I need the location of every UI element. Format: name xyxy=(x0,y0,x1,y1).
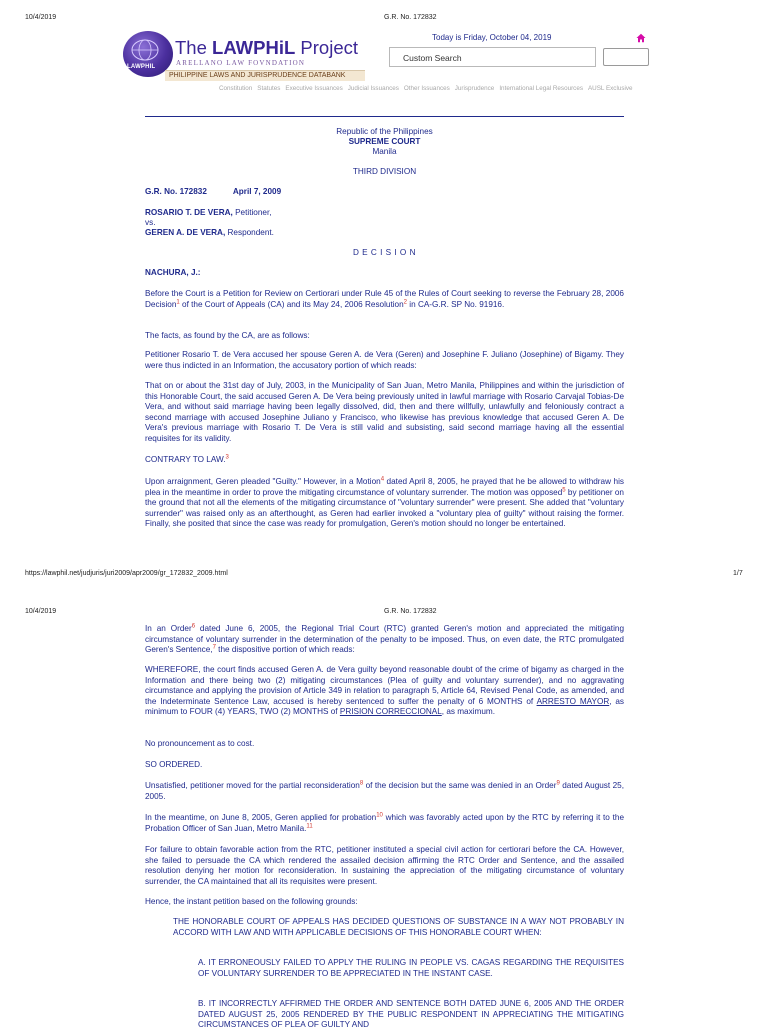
main-nav xyxy=(219,85,633,92)
footnote-link-8[interactable]: 8 xyxy=(359,780,364,787)
sentence-quote xyxy=(145,665,624,718)
footnote-link-4[interactable]: 4 xyxy=(380,476,385,483)
paragraph-13: For failure to obtain favorable action from the RTC, petitioner instituted a special civil action for certiorari before the CA. However, she failed to persuade the CA which rendered the assailed decision affirming the RTC Order and Sentence, and the assailed resolution denying her motion for reconsideration. In sustaining the appreciation of the mitigating circumstance of voluntary surrender, the CA maintained that all its requisites were present. xyxy=(145,845,624,886)
ground-a: A. IT ERRONEOUSLY FAILED TO APPLY THE RULING IN PEOPLE VS. CAGAS REGARDING THE REQUISITES OF VOLUNTARY SURRENDER TO BE APPRECIATED IN THE INSTANT CASE. xyxy=(198,958,624,978)
paragraph-1 xyxy=(145,289,624,310)
p11-text-c: dated August 25, 2005. xyxy=(145,781,624,801)
brand-suffix: Project xyxy=(295,37,358,58)
p8-text-b: , as minimum to FOUR (4) YEARS, TWO (2) MONTHS of xyxy=(145,696,625,716)
footnote-link-11[interactable]: 11 xyxy=(306,822,313,829)
footnote-link-3[interactable]: 3 xyxy=(225,454,229,461)
p11-text-a: Unsatisfied, petitioner moved for the partial reconsideration xyxy=(145,781,360,790)
p12-text-b: which was favorably acted upon by the RTC by referring it to the Probation Officer of San Juan, Metro Manila. xyxy=(145,813,624,833)
respondent-name: GEREN A. DE VERA, xyxy=(145,228,226,237)
search-input[interactable]: Custom Search xyxy=(389,47,596,67)
home-icon[interactable] xyxy=(636,33,646,43)
nav-jurisprudence[interactable]: Jurisprudence xyxy=(454,85,495,92)
search-button[interactable] xyxy=(603,48,649,66)
footnote-link-7[interactable]: 7 xyxy=(212,644,216,651)
paragraph-11 xyxy=(145,781,624,802)
header-divider xyxy=(145,116,624,117)
court-city: Manila xyxy=(372,147,397,156)
ground-b: B. IT INCORRECTLY AFFIRMED THE ORDER AND SENTENCE BOTH DATED JUNE 6, 2005 AND THE ORDER DATED AUGUST 25, 2005 RENDERED BY THE PUBLIC RESPONDENT IN APPRECIATING THE MITIGATING CIRCUMSTANCES OF PLEA OF GUILTY AND xyxy=(198,999,624,1029)
p1-text-b: of the Court of Appeals (CA) and its May 24, 2006 Resolution xyxy=(179,299,404,309)
p7-text-b: dated June 6, 2005, the Regional Trial Court (RTC) granted Geren's motion and appreciated the mitigating circumstance of voluntary surrender in the determination of the penalty to be imposed. Thus, on even date, the RTC promulgated Geren's Sentence, xyxy=(145,624,625,654)
prision-correccional-link[interactable]: PRISION CORRECCIONAL xyxy=(339,707,442,716)
nav-ausl-exclusive[interactable]: AUSL Exclusive xyxy=(587,85,633,92)
print-url: https://lawphil.net/judjuris/juri2009/apr2009/gr_172832_2009.html xyxy=(25,570,228,577)
nav-other-issuances[interactable]: Other Issuances xyxy=(403,85,450,92)
today-date: Today is Friday, October 04, 2019 xyxy=(432,33,552,42)
footnote-link-5[interactable]: 5 xyxy=(562,486,566,493)
footnote-link-10[interactable]: 10 xyxy=(376,812,383,819)
nav-constitution[interactable]: Constitution xyxy=(219,85,253,92)
p8-text-c: , as maximum. xyxy=(441,707,495,716)
brand-band-text: PHILIPPINE LAWS AND JURISPRUDENCE DATABANK xyxy=(169,72,346,79)
division: THIRD DIVISION xyxy=(352,167,417,176)
print-title: G.R. No. 172832 xyxy=(384,14,437,21)
paragraph-no-cost: No pronouncement as to cost. xyxy=(145,739,255,748)
gr-number: G.R. No. 172832 xyxy=(145,187,207,196)
footnote-link-2[interactable]: 2 xyxy=(403,298,408,305)
paragraph-2: The facts, as found by the CA, are as follows: xyxy=(145,331,310,340)
p7-text-c: the dispositive portion of which reads: xyxy=(215,645,355,654)
p6-text-b: dated April 8, 2005, he prayed that he be allowed to withdraw his plea in the meantime in order to prove the mitigating circumstance of voluntary surrender. The motion was opposed xyxy=(145,477,624,497)
gr-date: April 7, 2009 xyxy=(232,187,282,196)
globe-icon xyxy=(130,38,160,62)
petitioner-role: Petitioner, xyxy=(232,208,272,217)
republic-line: Republic of the Philippines xyxy=(336,127,433,136)
case-number-line xyxy=(145,187,624,198)
brand-subtitle: ARELLANO LAW FOVNDATION xyxy=(176,59,306,67)
p1-text-a: Before the Court is a Petition for Review on Certiorari under Rule 45 of the Rules of Court seeking to reverse the February 28, 2006 Decision xyxy=(145,289,624,309)
paragraph-12 xyxy=(145,813,624,834)
nav-judicial-issuances[interactable]: Judicial Issuances xyxy=(347,85,399,92)
print-page: 1/7 xyxy=(733,570,743,577)
paragraph-14: Hence, the instant petition based on the following grounds: xyxy=(145,897,358,906)
ground-intro: THE HONORABLE COURT OF APPEALS HAS DECIDED QUESTIONS OF SUBSTANCE IN A WAY NOT PROBABLY IN ACCORD WITH LAW AND WITH APPLICABLE DECISIONS OF THIS HONORABLE COURT WHEN: xyxy=(173,917,624,937)
paragraph-6 xyxy=(145,477,624,530)
p6-text-a: Upon arraignment, Geren pleaded "Guilty." However, in a Motion xyxy=(145,477,381,486)
arresto-mayor-link[interactable]: ARRESTO MAYOR xyxy=(536,696,610,706)
contrary-text: CONTRARY TO LAW. xyxy=(145,455,226,464)
versus: vs. xyxy=(145,218,156,227)
paragraph-contrary xyxy=(145,455,624,466)
brand-title[interactable] xyxy=(175,37,358,59)
p6-text-c: by petitioner on the ground that not all the elements of the mitigating circumstance of "voluntary surrender" were present. She added that "voluntary surrender" was raised only as an afterthought, as Geren had earlier invoked a "voluntary plea of guilty" without raising the former. Finally, she posited that since the case was ready for promulgation, Geren's motion should no longer be entertained. xyxy=(145,487,624,528)
information-quote: That on or about the 31st day of July, 2003, in the Municipality of San Juan, Metro Manila, Philippines and within the jurisdiction of this Honorable Court, the said accused Geren A. De Vera being previously united in lawful marriage with Rosario Carvajal Tobias-De Vera, and without said marriage having been legally dissolved, did, then and there willfully, unlawfully and feloniously contract a second marriage with accused Josephine Juliano y Francisco, who likewise has previous knowledge that accused Geren A. De Vera's previous marriage with Rosario T. De Vera is still valid and subsisting, said second marriage having all the essential requisites for its validity. xyxy=(145,381,624,443)
paragraph-3: Petitioner Rosario T. de Vera accused her spouse Geren A. de Vera (Geren) and Josephine F. Juliano (Josephine) of Bigamy. They were thus indicted in an Information, the accusatory portion of which reads: xyxy=(145,350,624,370)
p11-text-b: of the decision but the same was denied in an Order xyxy=(363,781,557,790)
petitioner-line xyxy=(145,208,624,219)
ponente: NACHURA, J.: xyxy=(145,268,201,277)
nav-international-legal-resources[interactable]: International Legal Resources xyxy=(499,85,583,92)
p1-text-c: in CA-G.R. SP No. 91916. xyxy=(407,299,505,309)
logo-tag: LAWPHIL xyxy=(127,64,156,70)
nav-statutes[interactable]: Statutes xyxy=(257,85,281,92)
respondent-line xyxy=(145,228,624,239)
p8-text-a: WHEREFORE, the court finds accused Geren A. de Vera guilty beyond reasonable doubt of the crime of bigamy as charged in the Information and there being two (2) mitigating circumstances (Plea of guilty and voluntary surrender), and no aggravating circumstance and applying the provision of Article 349 in relation to paragraph 5, Article 64, Revised Penal Code, as amended, and the Indeterminate Sentence Law, accused is hereby sentenced to suffer the penalty of 6 MONTHS of xyxy=(145,665,624,706)
footnote-link-9[interactable]: 9 xyxy=(556,780,560,787)
brand-prefix: The xyxy=(175,37,213,58)
brand-band xyxy=(165,70,365,81)
paragraph-7 xyxy=(145,624,624,656)
footnote-link-6[interactable]: 6 xyxy=(191,623,196,630)
nav-executive-issuances[interactable]: Executive Issuances xyxy=(285,85,343,92)
brand-name: LAWPHiL xyxy=(212,37,296,58)
print-date-p2: 10/4/2019 xyxy=(25,608,57,615)
footnote-link-1[interactable]: 1 xyxy=(176,298,180,305)
petitioner-name: ROSARIO T. DE VERA, xyxy=(145,208,233,217)
decision-heading: D E C I S I O N xyxy=(352,248,416,257)
print-title-p2: G.R. No. 172832 xyxy=(384,608,437,615)
paragraph-so-ordered: SO ORDERED. xyxy=(145,760,203,769)
respondent-role: Respondent. xyxy=(225,228,274,237)
p7-text-a: In an Order xyxy=(145,624,192,633)
p12-text-a: In the meantime, on June 8, 2005, Geren applied for probation xyxy=(145,813,377,822)
court-name: SUPREME COURT xyxy=(348,137,421,146)
print-date: 10/4/2019 xyxy=(25,14,57,21)
